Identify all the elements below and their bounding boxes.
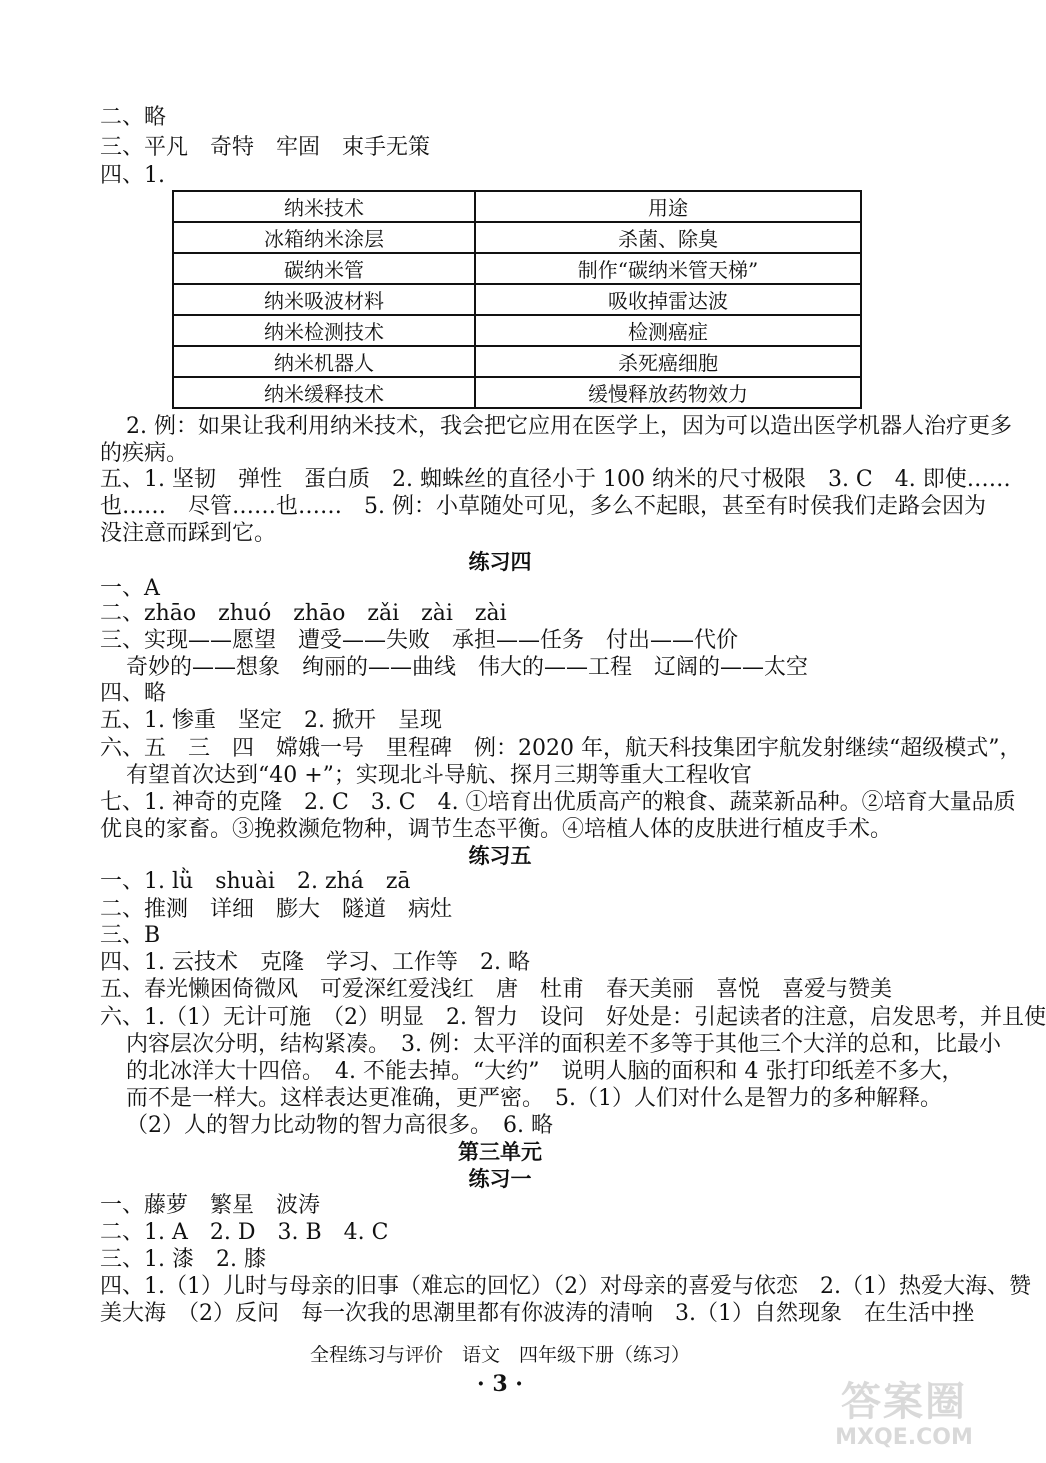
answer-line: 五、春光懒困倚微风 可爱深红爱浅红 唐 杜甫 春天美丽 喜悦 喜爱与赞美 [100,977,893,1002]
table-cell: 纳米吸波材料 [173,284,475,315]
answer-line: 二、1. A 2. D 3. B 4. C [100,1220,389,1245]
table-cell: 缓慢释放药物效力 [475,377,861,408]
answer-line: 2. 例：如果让我利用纳米技术，我会把它应用在医学上，因为可以造出医学机器人治疗更多 [126,414,1012,439]
answer-line: 四、略 [100,681,167,706]
answer-line: 四、1.（1）儿时与母亲的旧事（难忘的回忆）（2）对母亲的喜爱与依恋 2.（1）热爱大海、赞 [100,1274,1031,1299]
table-row [173,377,861,408]
answer-line: 而不是一样大。这样表达更准确，更严密。 5.（1）人们对什么是智力的多种解释。 [126,1086,942,1111]
table-cell: 检测癌症 [475,315,861,346]
answer-line: 内容层次分明，结构紧凑。 3. 例：太平洋的面积差不多等于其他三个大洋的总和，比最小 [126,1032,1001,1057]
answer-line: 三、实现——愿望 遭受——失败 承担——任务 付出——代价 [100,628,739,653]
answer-line: 一、A [100,576,160,601]
answer-line: 六、五 三 四 嫦娥一号 里程碑 例：2020 年，航天科技集团宇航发射继续“超级模式”， [100,736,1022,761]
table-cell: 吸收掉雷达波 [475,284,861,315]
answer-line: 也…… 尽管……也…… 5. 例：小草随处可见，多么不起眼，甚至有时侯我们走路会因为 [100,494,986,519]
table-cell: 冰箱纳米涂层 [173,222,475,253]
answer-line: 二、略 [100,105,167,130]
section-heading: 练习五 [468,844,532,868]
answer-line: 有望首次达到“40 +”；实现北斗导航、探月三期等重大工程收官 [126,763,752,788]
answer-line: 优良的家畜。③挽救濒危物种，调节生态平衡。④培植人体的皮肤进行植皮手术。 [100,817,893,842]
page-footer: 全程练习与评价 语文 四年级下册（练习） [309,1344,690,1366]
table-row [173,222,861,253]
answer-line: 美大海 （2）反问 每一次我的思潮里都有你波涛的清响 3.（1）自然现象 在生活中挫 [100,1301,974,1326]
answer-line: 奇妙的——想象 绚丽的——曲线 伟大的——工程 辽阔的——太空 [126,655,809,680]
table-row [173,346,861,377]
table-row [173,284,861,315]
answer-line: 一、藤萝 繁星 波涛 [100,1193,321,1218]
section-heading: 练习一 [468,1167,532,1191]
answer-line: 七、1. 神奇的克隆 2. C 3. C 4. ①培育出优质高产的粮食、蔬菜新品种。②培育大量品质 [100,790,1016,815]
answer-line: 四、1. [100,163,165,188]
table-cell: 纳米机器人 [173,346,475,377]
answer-line: 一、1. lǜ shuài 2. zhá zā [100,869,411,894]
answer-line: 五、1. 坚韧 弹性 蛋白质 2. 蜘蛛丝的直径小于 100 纳米的尺寸极限 3. C 4. 即使…… [100,467,1011,492]
table-header-row [173,191,861,222]
table-cell: 杀菌、除臭 [475,222,861,253]
page-number: · 3 · [477,1371,523,1397]
watermark-text: 答案圈 [841,1379,967,1425]
answer-line: 三、1. 漆 2. 膝 [100,1247,266,1272]
table-cell: 杀死癌细胞 [475,346,861,377]
answer-line: 五、1. 惨重 坚定 2. 掀开 呈现 [100,708,442,733]
answer-line: 二、推测 详细 膨大 隧道 病灶 [100,897,453,922]
table-cell: 制作“碳纳米管天梯” [475,253,861,284]
answer-line: 三、平凡 奇特 牢固 束手无策 [100,135,431,160]
answer-line: 四、1. 云技术 克隆 学习、工作等 2. 略 [100,950,530,975]
table-header-cell: 纳米技术 [173,191,475,222]
table-cell: 碳纳米管 [173,253,475,284]
answer-line: （2）人的智力比动物的智力高很多。 6. 略 [126,1113,553,1138]
answer-line: 没注意而踩到它。 [100,521,277,546]
unit-heading: 第三单元 [458,1140,542,1164]
answer-line: 的北冰洋大十四倍。 4. 不能去掉。“大约” 说明人脑的面积和 4 张打印纸差不多大， [126,1059,964,1084]
table-row [173,253,861,284]
table-cell: 纳米检测技术 [173,315,475,346]
nano-technology-table [172,190,862,409]
answer-line: 六、1.（1）无计可施 （2）明显 2. 智力 设问 好处是：引起读者的注意，启发思考，并且使 [100,1005,1046,1030]
answer-line: 三、B [100,923,161,948]
table-row [173,315,861,346]
answer-line: 的疾病。 [100,441,189,466]
answer-line: 二、zhāo zhuó zhāo zǎi zài zài [100,601,507,626]
section-heading: 练习四 [468,550,532,574]
watermark-logo [814,1379,994,1457]
table-cell: 纳米缓释技术 [173,377,475,408]
table-header-cell: 用途 [475,191,861,222]
watermark-url: MXQE.COM [835,1425,973,1450]
